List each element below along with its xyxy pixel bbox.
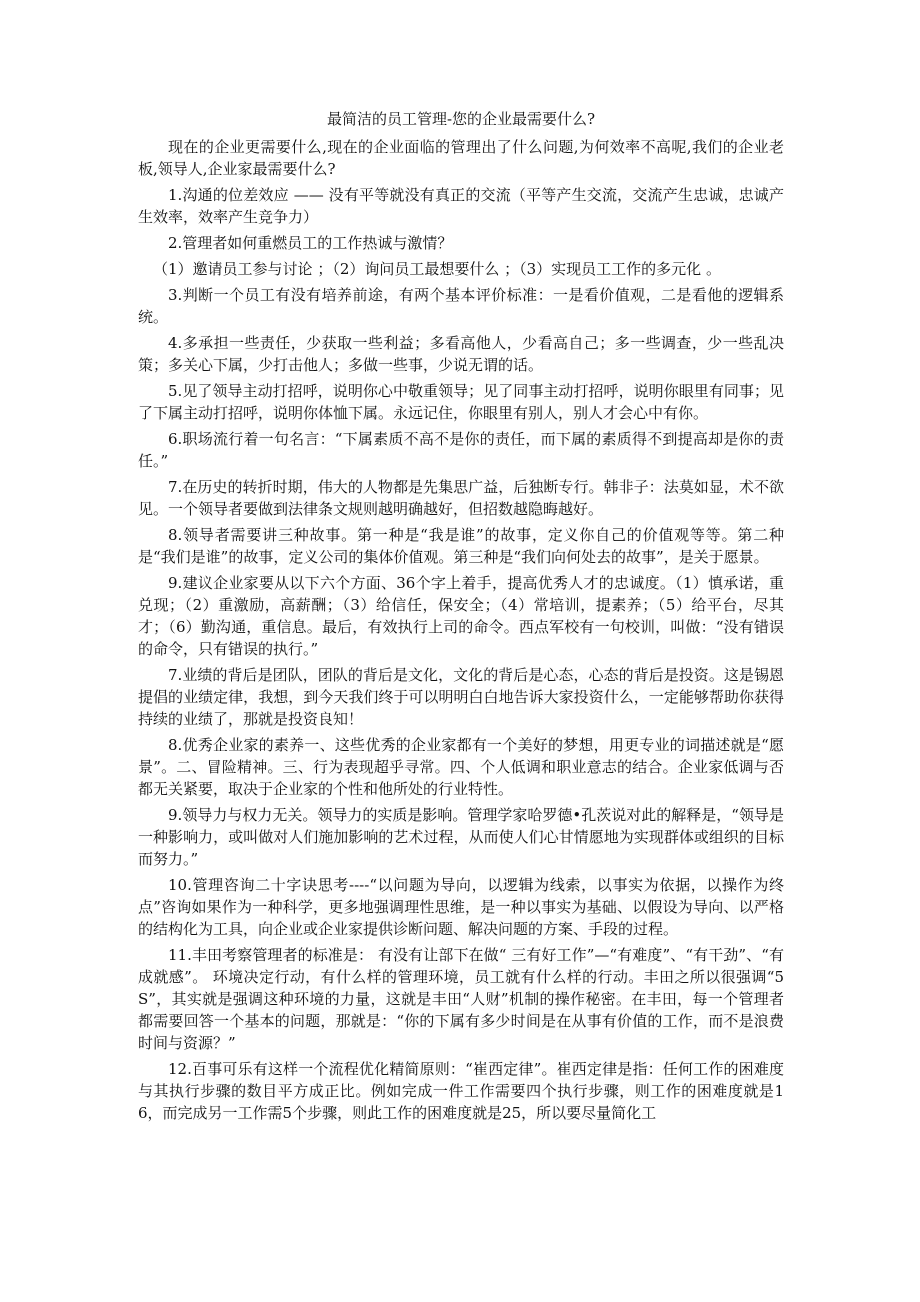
- paragraph-intro: 现在的企业更需要什么,现在的企业面临的管理出了什么问题,为何效率不高呢,我们的企业老板,领导人,企业家最需要什么?: [138, 138, 784, 178]
- paragraph-7b: 7.业绩的背后是团队，团队的背后是文化，文化的背后是心态，心态的背后是投资。这是锡恩提倡的业绩定律，我想，到今天我们终于可以明明白白地告诉大家投资什么，一定能够帮助你获得持续的业绩了，那就是投资良知！: [138, 666, 784, 728]
- paragraph-6: 6.职场流行着一句名言：“下属素质不高不是你的责任，而下属的素质得不到提高却是你的责任。”: [138, 430, 784, 470]
- document-title: 最简洁的员工管理-您的企业最需要什么?: [326, 110, 596, 128]
- paragraph-9: 9.建议企业家要从以下六个方面、36个字上着手，提高优秀人才的忠诚度。（1）慎承诺，重兑现；（2）重激励，高薪酬；（3）给信任，保安全；（4）常培训，提素养；（5）给平台，尽其才；（6）勤沟通，重信息。最后，有效执行上司的命令。西点军校有一句校训，叫做：“没有错误的命令，只有错误的执行。”: [138, 574, 784, 658]
- paragraph-11: 11.丰田考察管理者的标准是： 有没有让部下在做“ 三有好工作”—“有难度”、“有干劲”、“有成就感”。 环境决定行动，有什么样的管理环境，员工就有什么样的行动。丰田之所以很强调“5S”，其实就是强调这种环境的力量，这就是丰田“人财”机制的操作秘密。在丰田，每一个管理者都需要回答一个基本的问题，那就是：“你的下属有多少时间是在从事有价值的工作，而不是浪费时间与资源？”: [138, 946, 784, 1052]
- paragraph-12: 12.百事可乐有这样一个流程优化精简原则：“崔西定律”。崔西定律是指：任何工作的困难度与其执行步骤的数目平方成正比。例如完成一件工作需要四个执行步骤，则工作的困难度就是16，而完成另一工作需5个步骤，则此工作的困难度就是25，所以要尽量简化工: [138, 1060, 784, 1122]
- paragraph-7: 7.在历史的转折时期，伟大的人物都是先集思广益，后独断专行。韩非子：法莫如显，术不欲见。一个领导者要做到法律条文规则越明确越好，但招数越隐晦越好。: [138, 478, 784, 518]
- paragraph-3: 3.判断一个员工有没有培养前途，有两个基本评价标准：一是看价值观，二是看他的逻辑系统。: [138, 286, 784, 326]
- paragraph-8b: 8.优秀企业家的素养一、这些优秀的企业家都有一个美好的梦想，用更专业的词描述就是“愿景”。二、冒险精神。三、行为表现超乎寻常。四、个人低调和职业意志的结合。企业家低调与否都无关紧要，取决于企业家的个性和他所处的行业特性。: [138, 736, 784, 798]
- document-body: [138, 108, 784, 1128]
- paragraph-9b: 9.领导力与权力无关。领导力的实质是影响。管理学家哈罗德•孔茨说对此的解释是，“领导是一种影响力，或叫做对人们施加影响的艺术过程，从而使人们心甘情愿地为实现群体或组织的目标而努力。”: [138, 806, 784, 868]
- paragraph-4: 4.多承担一些责任，少获取一些利益；多看高他人，少看高自己；多一些调查，少一些乱决策；多关心下属，少打击他人；多做一些事，少说无谓的话。: [138, 334, 784, 374]
- paragraph-1: 1.沟通的位差效应 —— 没有平等就没有真正的交流（平等产生交流，交流产生忠诚，忠诚产生效率，效率产生竞争力）: [138, 186, 784, 226]
- paragraph-10: 10.管理咨询二十字诀思考----“以问题为导向，以逻辑为线索，以事实为依据，以操作为终点”咨询如果作为一种科学，更多地强调理性思维，是一种以事实为基础、以假设为导向、以严格的结构化为工具，向企业或企业家提供诊断问题、解决问题的方案、手段的过程。: [138, 876, 784, 938]
- paragraph-8: 8.领导者需要讲三种故事。第一种是“我是谁”的故事，定义你自己的价值观等等。第二种是“我们是谁”的故事，定义公司的集体价值观。第三种是“我们向何处去的故事”，是关于愿景。: [138, 526, 784, 566]
- paragraph-5: 5.见了领导主动打招呼，说明你心中敬重领导；见了同事主动打招呼，说明你眼里有同事；见了下属主动打招呼，说明你体恤下属。永远记住，你眼里有别人，别人才会心中有你。: [138, 382, 784, 422]
- paragraph-2: 2.管理者如何重燃员工的工作热诚与激情？: [168, 234, 453, 252]
- paragraph-2-items: （1）邀请员工参与讨论 ；（2）询问员工最想要什么 ；（3）实现员工工作的多元化 。: [153, 260, 721, 278]
